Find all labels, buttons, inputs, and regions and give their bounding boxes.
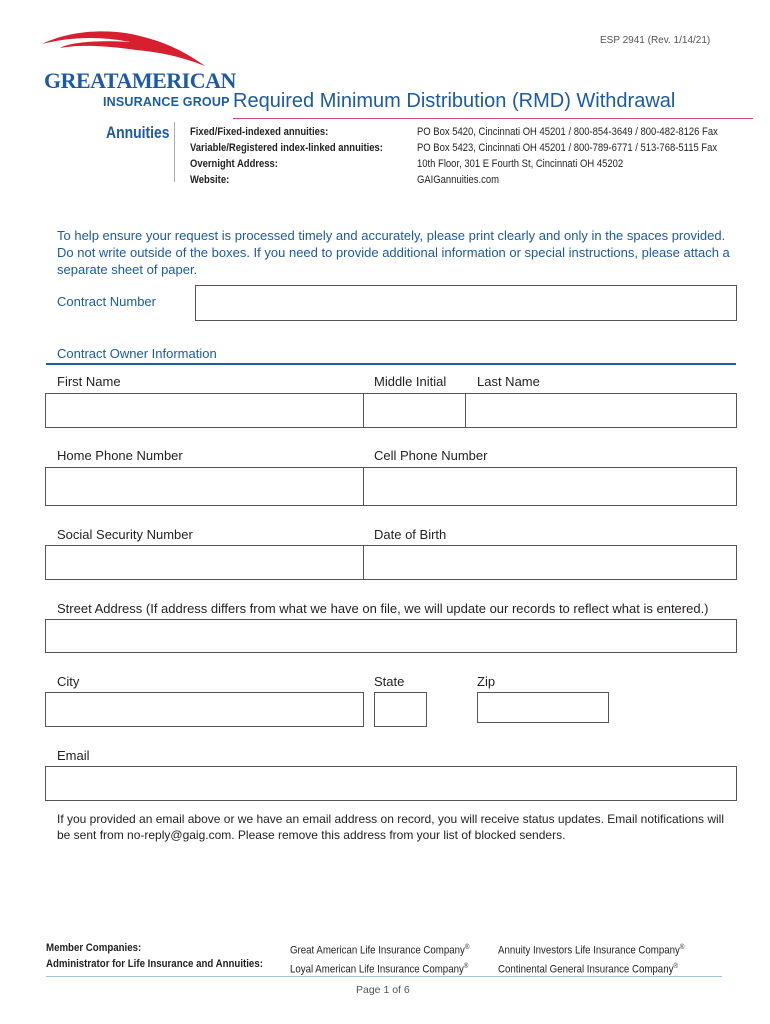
contact-label: Overnight Address: [190,158,278,170]
member-company-column [290,940,469,977]
company-logo [44,70,236,92]
contact-label: Variable/Registered index-linked annuities: [190,142,383,154]
contract-number-field[interactable] [195,285,737,321]
contact-label: Website: [190,174,230,186]
member-company: Annuity Investors Life Insurance Company [498,944,680,957]
footer-divider [46,976,722,977]
division-name: Annuities [106,123,170,142]
page-number: Page 1 of 6 [356,984,410,996]
administrator-label: Administrator for Life Insurance and Annuities: [46,958,263,970]
city-field[interactable] [45,692,364,727]
vertical-divider [174,122,175,182]
contact-labels [190,124,383,188]
contact-values [417,124,718,188]
last-name-field[interactable] [465,393,737,428]
ssn-field[interactable] [45,545,364,580]
state-field[interactable] [374,692,427,727]
zip-label: Zip [477,674,496,689]
dob-label: Date of Birth [374,527,447,542]
home-phone-label: Home Phone Number [57,448,183,463]
member-company-column [498,940,684,977]
page-title: Required Minimum Distribution (RMD) Withdrawal [233,90,676,112]
logo-subtitle: INSURANCE GROUP [103,95,230,109]
instructions: To help ensure your request is processed timely and accurately, please print clearly and only in the spaces provided. Do not write outside of the boxes. If you need to provide additional information or special instructions, please attach a separate sheet of paper. [57,228,730,277]
first-name-label: First Name [57,374,121,389]
contact-value: 10th Floor, 301 E Fourth St, Cincinnati OH 45202 [417,158,624,170]
registered-mark: ® [673,962,678,970]
street-address-field[interactable] [45,619,737,653]
first-name-field[interactable] [45,393,364,428]
member-companies-label: Member Companies: [46,942,142,954]
email-notice: If you provided an email above or we have an email address on record, you will receive status updates. Email notifications will be sent from no-reply@gaig.com. Please remove this address from your list of blocked senders. [57,812,725,842]
owner-section-title: Contract Owner Information [57,346,217,361]
logo-wordmark: GREATAMERICAN [44,68,236,93]
cell-phone-label: Cell Phone Number [374,448,488,463]
section-divider [46,363,736,365]
middle-initial-label: Middle Initial [374,374,447,389]
website-link[interactable]: GAIGannuities.com [417,174,500,186]
email-field[interactable] [45,766,737,801]
zip-field[interactable] [477,692,609,723]
home-phone-field[interactable] [45,467,364,506]
registered-mark: ® [679,944,685,951]
footer-labels [46,940,263,972]
member-company: Continental General Insurance Company [498,963,674,976]
form-code: ESP 2941 (Rev. 1/14/21) [600,35,711,46]
last-name-label: Last Name [477,374,540,389]
state-label: State [374,674,405,689]
title-divider [233,118,753,119]
middle-initial-field[interactable] [363,393,466,428]
contract-number-label: Contract Number [57,294,156,309]
contact-value: PO Box 5423, Cincinnati OH 45201 / 800-789-6771 / 513-768-5115 Fax [417,142,718,154]
contact-value: PO Box 5420, Cincinnati OH 45201 / 800-854-3649 / 800-482-8126 Fax [417,126,718,138]
member-company: Loyal American Life Insurance Company [290,963,464,976]
member-company: Great American Life Insurance Company [290,944,465,957]
registered-mark: ® [464,944,470,951]
email-label: Email [57,748,90,763]
eagle-logo-icon [40,28,210,73]
cell-phone-field[interactable] [363,467,737,506]
registered-mark: ® [463,962,469,970]
ssn-label: Social Security Number [57,527,193,542]
contact-label: Fixed/Fixed-indexed annuities: [190,126,329,138]
city-label: City [57,674,80,689]
street-address-label: Street Address (If address differs from what we have on file, we will update our records to reflect what is entered.) [57,601,709,616]
dob-field[interactable] [363,545,737,580]
